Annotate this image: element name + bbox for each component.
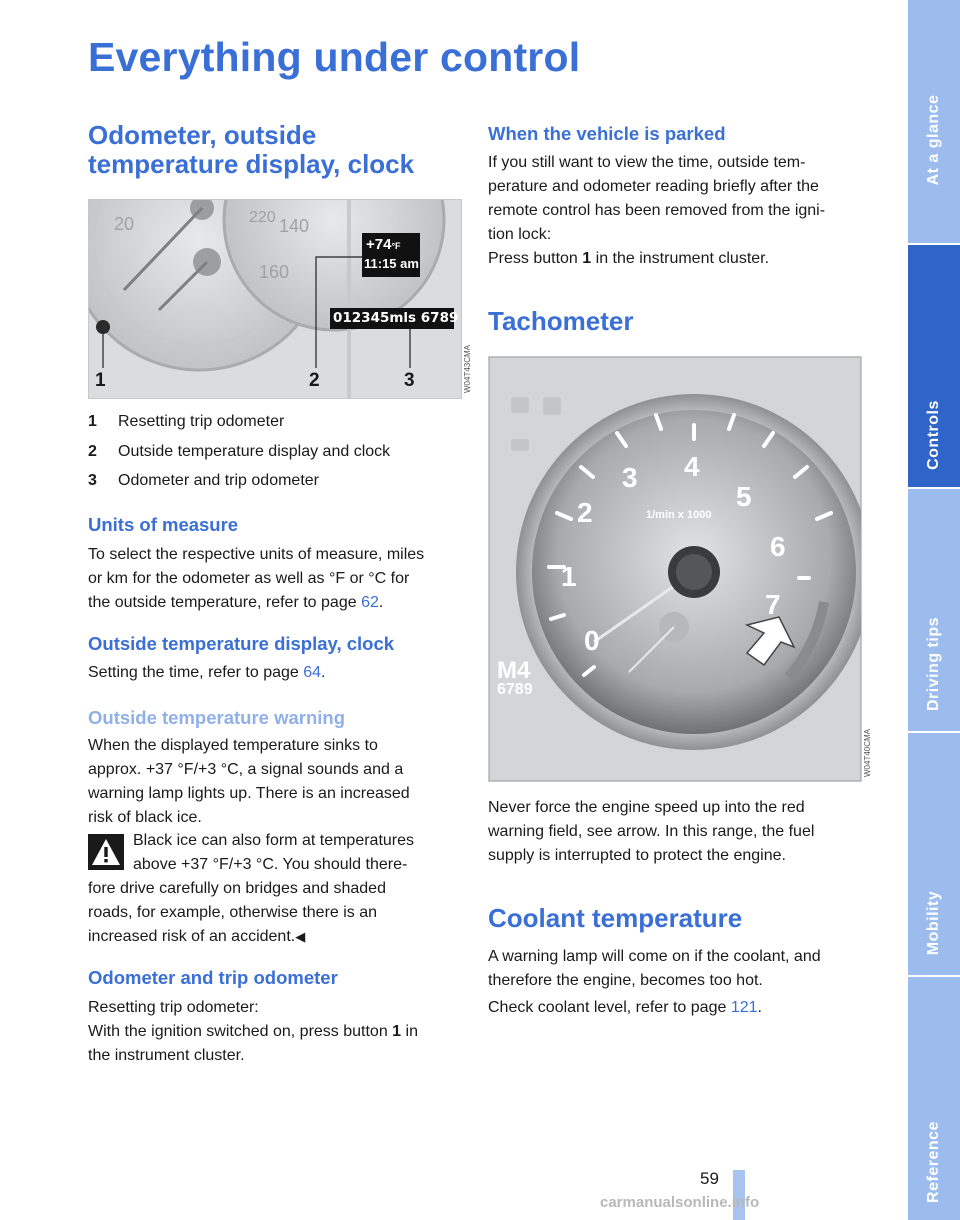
text-line: When the displayed temperature sinks to — [88, 737, 378, 754]
svg-text:20: 20 — [114, 214, 135, 234]
parked-paragraph — [488, 151, 868, 271]
side-tab-controls[interactable] — [908, 245, 960, 487]
text-line: Resetting trip odometer: — [88, 999, 259, 1016]
button-number: 1 — [582, 250, 592, 267]
page-number: 59 — [700, 1169, 719, 1188]
tach-number: 4 — [684, 451, 700, 482]
odometer-heading — [88, 121, 414, 179]
tach-number: 2 — [577, 497, 593, 528]
tach-number: 0 — [584, 625, 600, 656]
tachometer-heading: Tachometer — [488, 306, 634, 336]
side-tab-label: Mobility — [925, 890, 942, 956]
legend-number: 2 — [88, 443, 97, 460]
text-line: therefore the engine, becomes too hot. — [488, 972, 763, 989]
parked-heading: When the vehicle is parked — [488, 123, 726, 144]
text-line: To select the respective units of measure, miles — [88, 546, 425, 563]
text-span: in the instrument cluster. — [591, 250, 770, 267]
warning-note-bottom — [88, 877, 468, 949]
legend-number: 3 — [88, 472, 97, 489]
page-link-62[interactable]: 62 — [361, 594, 379, 611]
coolant-reference — [488, 996, 762, 1020]
legend-text: Outside temperature display and clock — [118, 443, 391, 460]
gear-indicator-label: M4 — [497, 657, 531, 684]
legend-item — [88, 410, 284, 434]
callout-2: 2 — [309, 370, 320, 391]
temp-clock-heading: Outside temperature display, clock — [88, 633, 395, 654]
tachometer-paragraph — [488, 796, 868, 868]
figure-code: W04T43CMA — [463, 344, 472, 393]
text-line: risk of black ice. — [88, 809, 202, 826]
tachometer-illustration — [489, 357, 861, 781]
text-span: Check coolant level, refer to page — [488, 999, 731, 1016]
side-tab-label: Reference — [925, 1121, 942, 1203]
tach-number: 3 — [622, 462, 638, 493]
text-span: Setting the time, refer to page — [88, 664, 304, 681]
text-line: the instrument cluster. — [88, 1047, 245, 1064]
tach-number: 7 — [765, 589, 781, 620]
text-line — [488, 247, 868, 271]
temperature-unit: °F — [391, 241, 401, 251]
tach-number: 6 — [770, 531, 786, 562]
page-link-64[interactable]: 64 — [303, 664, 322, 681]
text-span: . — [378, 594, 384, 611]
legend-number: 1 — [88, 413, 97, 430]
trip-paragraph — [88, 996, 468, 1068]
page-link-121[interactable]: 121 — [730, 999, 758, 1016]
units-heading: Units of measure — [88, 514, 239, 535]
text-line: above +37 °F/+3 °C. You should there- — [133, 856, 408, 873]
clock-display: 11:15 am — [364, 256, 419, 271]
text-line: supply is interrupted to protect the engine. — [488, 847, 786, 864]
text-line: fore drive carefully on bridges and shaded — [88, 880, 386, 897]
text-line — [88, 925, 468, 949]
text-span: increased risk of an accident. — [88, 928, 296, 945]
callout-1: 1 — [95, 370, 106, 391]
text-line: tion lock: — [488, 226, 552, 243]
text-line: warning field, see arrow. In this range, the fuel — [488, 823, 815, 840]
button-number: 1 — [392, 1023, 402, 1040]
text-line: remote control has been removed from the igni- — [488, 202, 826, 219]
text-span: in — [401, 1023, 418, 1040]
odometer-heading-line2: temperature display, clock — [88, 149, 415, 179]
coolant-paragraph — [488, 945, 868, 993]
svg-text:160: 160 — [259, 262, 290, 282]
warning-icon — [88, 834, 124, 875]
callout-3: 3 — [404, 370, 415, 391]
text-line — [88, 1020, 468, 1044]
odometer-figure — [88, 199, 462, 399]
text-line: perature and odometer reading briefly after the — [488, 178, 819, 195]
temp-warning-heading: Outside temperature warning — [88, 707, 345, 728]
tachometer-scale-label: 1/min x 1000 — [646, 509, 712, 521]
temperature-display — [366, 236, 401, 255]
odometer-fragment: 6789 — [497, 681, 533, 698]
side-tab-driving-tips[interactable] — [908, 489, 960, 731]
warning-note-top — [133, 829, 473, 877]
text-span: Press button — [488, 250, 583, 267]
legend-item — [88, 469, 319, 493]
text-line: Never force the engine speed up into the red — [488, 799, 805, 816]
trip-heading: Odometer and trip odometer — [88, 967, 338, 988]
text-line: warning lamp lights up. There is an increased — [88, 785, 410, 802]
text-line: roads, for example, otherwise there is an — [88, 904, 378, 921]
odometer-display: 012345mls 6789 — [333, 310, 459, 326]
side-tab-label: At a glance — [925, 94, 942, 186]
text-line: If you still want to view the time, outside tem- — [488, 154, 806, 171]
figure-code: W04T40CMA — [863, 728, 872, 777]
tach-number: 1 — [561, 561, 577, 592]
instrument-cluster-illustration — [89, 200, 461, 398]
text-line: Black ice can also form at temperatures — [133, 832, 415, 849]
text-line: or km for the odometer as well as °F or °C for — [88, 570, 410, 587]
legend-item — [88, 440, 390, 464]
temp-clock-text — [88, 661, 325, 685]
svg-text:220: 220 — [249, 209, 276, 226]
side-tab-at-a-glance[interactable] — [908, 0, 960, 243]
text-span: . — [757, 999, 762, 1016]
text-line: approx. +37 °F/+3 °C, a signal sounds and a — [88, 761, 404, 778]
coolant-heading: Coolant temperature — [488, 903, 743, 933]
legend-text: Odometer and trip odometer — [118, 472, 319, 489]
odometer-heading-line1: Odometer, outside — [88, 120, 317, 150]
text-line — [88, 591, 468, 615]
temperature-value: +74 — [366, 236, 392, 253]
tach-number: 5 — [736, 481, 752, 512]
side-tab-mobility[interactable] — [908, 733, 960, 975]
legend-text: Resetting trip odometer — [118, 413, 285, 430]
units-paragraph — [88, 543, 468, 615]
temp-warning-paragraph — [88, 734, 468, 830]
side-tab-reference[interactable] — [908, 977, 960, 1220]
watermark: carmanualsonline.info — [600, 1194, 760, 1211]
text-line: A warning lamp will come on if the coolant, and — [488, 948, 821, 965]
text-span: With the ignition switched on, press button — [88, 1023, 393, 1040]
side-tab-label: Controls — [925, 400, 942, 470]
page-title: Everything under control — [88, 34, 581, 80]
text-span: . — [321, 664, 326, 681]
end-of-note-marker: ◀ — [295, 929, 306, 944]
text-span: the outside temperature, refer to page — [88, 594, 362, 611]
svg-text:140: 140 — [279, 216, 310, 236]
side-tab-label: Driving tips — [925, 616, 942, 712]
tachometer-figure — [488, 356, 862, 782]
